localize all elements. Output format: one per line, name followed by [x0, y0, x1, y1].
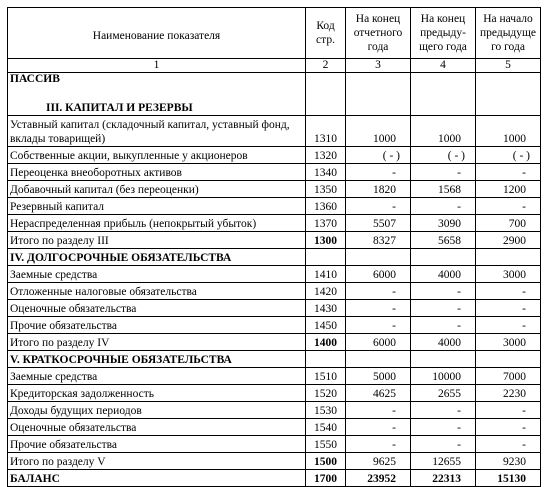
table-row — [8, 317, 541, 334]
row-v3: - — [346, 283, 411, 300]
row-code: 1520 — [306, 385, 346, 402]
row-code: 1430 — [306, 300, 346, 317]
row-name: Переоценка внеоборотных активов — [8, 164, 306, 181]
header-col5: На начало предыдуще го года — [476, 8, 541, 59]
row-code: 1410 — [306, 266, 346, 283]
colnum-5: 5 — [476, 59, 541, 73]
row-v4: - — [411, 198, 476, 215]
colnum-2: 2 — [306, 59, 346, 73]
header-code: Код стр. — [306, 8, 346, 59]
row-v4: 2655 — [411, 385, 476, 402]
row-v3: 6000 — [346, 266, 411, 283]
row-v4: - — [411, 164, 476, 181]
total-v4: 4000 — [411, 334, 476, 351]
row-name: Кредиторская задолженность — [8, 385, 306, 402]
header-col3: На конец отчетного года — [346, 8, 411, 59]
row-name: Нераспределенная прибыль (непокрытый убыток) — [8, 215, 306, 232]
row-v4: - — [411, 402, 476, 419]
colnum-3: 3 — [346, 59, 411, 73]
row-v4: 4000 — [411, 266, 476, 283]
total-row-section-4 — [8, 334, 541, 351]
total-code: 1300 — [306, 232, 346, 249]
row-code: 1340 — [306, 164, 346, 181]
row-v5: - — [476, 300, 541, 317]
row-name: Прочие обязательства — [8, 317, 306, 334]
colnum-4: 4 — [411, 59, 476, 73]
row-v3: 4625 — [346, 385, 411, 402]
row-v3: - — [346, 419, 411, 436]
row-v5: - — [476, 164, 541, 181]
total-v3: 9625 — [346, 453, 411, 470]
section-5-row — [8, 351, 541, 368]
balance-v4: 22313 — [411, 470, 476, 487]
table-row — [8, 147, 541, 164]
row-name: Заемные средства — [8, 266, 306, 283]
table-row — [8, 215, 541, 232]
total-name: Итого по разделу IV — [8, 334, 306, 351]
total-name: Итого по разделу III — [8, 232, 306, 249]
header-name: Наименование показателя — [8, 8, 306, 59]
section-header-row — [8, 73, 541, 116]
table-row — [8, 300, 541, 317]
row-v3: - — [346, 300, 411, 317]
row-v4: - — [411, 419, 476, 436]
table-row — [8, 402, 541, 419]
row-code: 1540 — [306, 419, 346, 436]
row-code: 1350 — [306, 181, 346, 198]
total-code: 1400 — [306, 334, 346, 351]
row-code: 1420 — [306, 283, 346, 300]
balance-total-row — [8, 470, 541, 487]
table-row — [8, 385, 541, 402]
balance-sheet-table — [7, 7, 541, 487]
row-v5: - — [476, 283, 541, 300]
row-v4: - — [411, 300, 476, 317]
table-row — [8, 198, 541, 215]
row-code: 1510 — [306, 368, 346, 385]
row-v3: - — [346, 402, 411, 419]
table-row — [8, 419, 541, 436]
header-col4: На конец предыду-щего года — [411, 8, 476, 59]
row-v5: - — [476, 402, 541, 419]
total-v4: 12655 — [411, 453, 476, 470]
header-row — [8, 8, 541, 59]
row-code: 1360 — [306, 198, 346, 215]
passive-title: ПАССИВ — [10, 73, 60, 85]
row-name: Добавочный капитал (без переоценки) — [8, 181, 306, 198]
total-code: 1500 — [306, 453, 346, 470]
column-numbers-row — [8, 59, 541, 73]
row-v3: 1820 — [346, 181, 411, 198]
balance-name: БАЛАНС — [8, 470, 306, 487]
table-row — [8, 266, 541, 283]
row-code: 1320 — [306, 147, 346, 164]
row-v5: 3000 — [476, 266, 541, 283]
row-v3: - — [346, 317, 411, 334]
total-v3: 6000 — [346, 334, 411, 351]
total-v5: 2900 — [476, 232, 541, 249]
row-name: Прочие обязательства — [8, 436, 306, 453]
table-row — [8, 181, 541, 198]
row-name: Заемные средства — [8, 368, 306, 385]
row-v3: 5507 — [346, 215, 411, 232]
row-v4: ( - ) — [411, 147, 476, 164]
row-name: Отложенные налоговые обязательства — [8, 283, 306, 300]
row-v3: 5000 — [346, 368, 411, 385]
row-v4: 3090 — [411, 215, 476, 232]
row-v3: ( - ) — [346, 147, 411, 164]
row-v5: - — [476, 317, 541, 334]
row-v3: - — [346, 436, 411, 453]
row-name: Резервный капитал — [8, 198, 306, 215]
total-v3: 8327 — [346, 232, 411, 249]
section-4-title: IV. ДОЛГОСРОЧНЫЕ ОБЯЗАТЕЛЬСТВА — [8, 249, 306, 266]
balance-v3: 23952 — [346, 470, 411, 487]
table-row — [8, 368, 541, 385]
row-v5: - — [476, 419, 541, 436]
total-row-section-5 — [8, 453, 541, 470]
row-v5: 7000 — [476, 368, 541, 385]
row-v3: - — [346, 164, 411, 181]
balance-code: 1700 — [306, 470, 346, 487]
row-name: Доходы будущих периодов — [8, 402, 306, 419]
row-name: Уставный капитал (складочный капитал, уставный фонд, вклады товарищей) — [8, 116, 306, 147]
row-v5: 1000 — [476, 116, 541, 147]
balance-v5: 15130 — [476, 470, 541, 487]
row-v5: 2230 — [476, 385, 541, 402]
total-v4: 5658 — [411, 232, 476, 249]
section-4-row — [8, 249, 541, 266]
total-name: Итого по разделу V — [8, 453, 306, 470]
section-5-title: V. КРАТКОСРОЧНЫЕ ОБЯЗАТЕЛЬСТВА — [8, 351, 306, 368]
row-name: Оценочные обязательства — [8, 419, 306, 436]
table-row — [8, 164, 541, 181]
total-row-section-3 — [8, 232, 541, 249]
row-v5: ( - ) — [476, 147, 541, 164]
row-v5: 700 — [476, 215, 541, 232]
row-v4: 10000 — [411, 368, 476, 385]
row-v5: - — [476, 198, 541, 215]
row-v4: - — [411, 283, 476, 300]
row-code: 1310 — [306, 116, 346, 147]
row-v4: - — [411, 436, 476, 453]
colnum-1: 1 — [8, 59, 306, 73]
row-code: 1370 — [306, 215, 346, 232]
row-code: 1550 — [306, 436, 346, 453]
total-v5: 9230 — [476, 453, 541, 470]
row-v3: 1000 — [346, 116, 411, 147]
section-3-title: III. КАПИТАЛ И РЕЗЕРВЫ — [46, 102, 193, 114]
row-v4: - — [411, 317, 476, 334]
row-name: Собственные акции, выкупленные у акционеров — [8, 147, 306, 164]
table-row — [8, 116, 541, 147]
row-v5: - — [476, 436, 541, 453]
row-v4: 1568 — [411, 181, 476, 198]
row-v3: - — [346, 198, 411, 215]
table-row — [8, 436, 541, 453]
row-v4: 1000 — [411, 116, 476, 147]
row-name: Оценочные обязательства — [8, 300, 306, 317]
total-v5: 3000 — [476, 334, 541, 351]
row-code: 1450 — [306, 317, 346, 334]
row-code: 1530 — [306, 402, 346, 419]
row-v5: 1200 — [476, 181, 541, 198]
table-row — [8, 283, 541, 300]
